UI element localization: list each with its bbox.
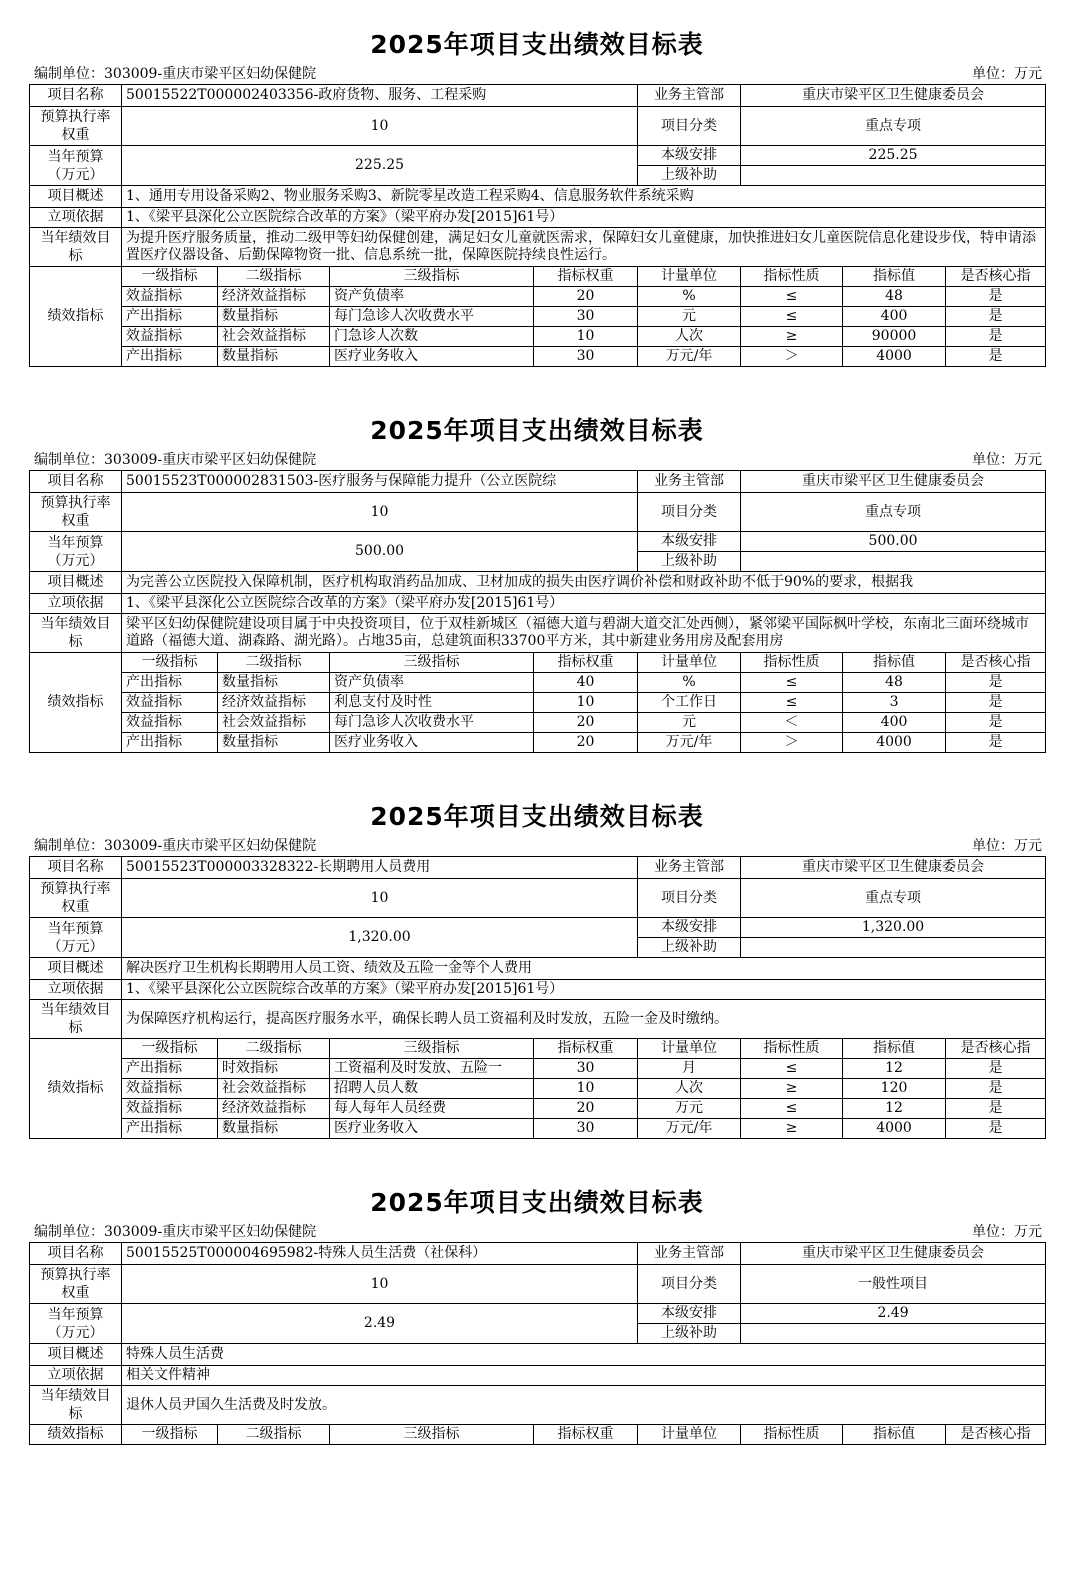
indicator-header: 指标值	[843, 267, 946, 287]
category-label: 项目分类	[638, 107, 741, 146]
overview-label: 项目概述	[30, 958, 122, 980]
indicator-header: 指标权重	[534, 267, 638, 287]
indicator-cell: 产出指标	[122, 1059, 218, 1079]
indicator-cell: 社会效益指标	[218, 713, 330, 733]
indicator-cell: 4000	[843, 733, 946, 753]
indicator-cell: 10	[534, 1079, 638, 1099]
indicator-cell: 是	[946, 713, 1046, 733]
indicator-cell: 数量指标	[218, 673, 330, 693]
indicator-cell: ≥	[741, 1119, 843, 1139]
indicator-header: 指标值	[843, 1425, 946, 1445]
category-value: 重点专项	[741, 493, 1046, 532]
category-value: 重点专项	[741, 879, 1046, 918]
indicators-label: 绩效指标	[30, 267, 122, 367]
upper-subsidy-label: 上级补助	[638, 552, 741, 572]
goal-label: 当年绩效目标	[30, 228, 122, 267]
indicator-cell: ≤	[741, 673, 843, 693]
indicator-cell: 每门急诊人次收费水平	[330, 307, 534, 327]
overview-value: 解决医疗卫生机构长期聘用人员工资、绩效及五险一金等个人费用	[122, 958, 1046, 980]
indicator-cell: 是	[946, 1079, 1046, 1099]
indicator-cell: 30	[534, 1119, 638, 1139]
org-label: 编制单位：	[34, 838, 104, 854]
budget-weight-value: 10	[122, 493, 638, 532]
indicator-header: 一级指标	[122, 267, 218, 287]
performance-table	[29, 1242, 1046, 1445]
indicator-header: 指标权重	[534, 653, 638, 673]
table-title: 2025年项目支出绩效目标表	[370, 416, 704, 445]
indicator-cell: 90000	[843, 327, 946, 347]
indicator-header: 三级指标	[330, 1425, 534, 1445]
indicator-cell: %	[638, 287, 741, 307]
indicator-cell: 30	[534, 1059, 638, 1079]
indicator-cell: 医疗业务收入	[330, 347, 534, 367]
indicator-header: 一级指标	[122, 653, 218, 673]
indicator-cell: 12	[843, 1059, 946, 1079]
indicator-cell: 社会效益指标	[218, 327, 330, 347]
indicator-row	[30, 327, 1046, 347]
indicator-cell: 经济效益指标	[218, 693, 330, 713]
indicator-cell: 是	[946, 287, 1046, 307]
indicator-cell: 是	[946, 1099, 1046, 1119]
indicator-cell: 月	[638, 1059, 741, 1079]
basis-label: 立项依据	[30, 208, 122, 228]
project-name-value: 50015523T000003328322-长期聘用人员费用	[122, 857, 638, 879]
indicator-cell: 医疗业务收入	[330, 1119, 534, 1139]
indicator-cell: 是	[946, 1119, 1046, 1139]
indicator-header: 是否核心指	[946, 1039, 1046, 1059]
indicator-cell: 元	[638, 713, 741, 733]
goal-value: 退休人员尹国久生活费及时发放。	[122, 1386, 1046, 1425]
indicator-cell: 30	[534, 347, 638, 367]
indicator-cell: 是	[946, 693, 1046, 713]
indicator-header: 二级指标	[218, 1039, 330, 1059]
indicator-cell: ≤	[741, 693, 843, 713]
indicator-row	[30, 733, 1046, 753]
indicator-cell: 万元/年	[638, 347, 741, 367]
performance-table-section	[28, 798, 1046, 1184]
indicator-cell: 经济效益指标	[218, 1099, 330, 1119]
local-arrangement-label: 本级安排	[638, 532, 741, 552]
indicator-cell: 万元/年	[638, 733, 741, 753]
indicator-header: 计量单位	[638, 1425, 741, 1445]
indicator-cell: 是	[946, 733, 1046, 753]
indicator-cell: 产出指标	[122, 673, 218, 693]
indicator-cell: 是	[946, 307, 1046, 327]
indicator-cell: 产出指标	[122, 347, 218, 367]
supervisor-value: 重庆市梁平区卫生健康委员会	[741, 857, 1046, 879]
indicator-row	[30, 693, 1046, 713]
indicator-cell: ＞	[741, 733, 843, 753]
annual-budget-label: 当年预算（万元）	[30, 1304, 122, 1344]
local-arrangement-label: 本级安排	[638, 918, 741, 938]
local-arrangement-label: 本级安排	[638, 1304, 741, 1324]
indicator-cell: ≤	[741, 287, 843, 307]
indicator-cell: 48	[843, 287, 946, 307]
basis-value: 1、《梁平县深化公立医院综合改革的方案》（梁平府办发[2015]61号）	[122, 980, 1046, 1000]
indicator-cell: 元	[638, 307, 741, 327]
goal-value: 梁平区妇幼保健院建设项目属于中央投资项目，位于双桂新城区（福德大道与碧湖大道交汇处西侧），紧邻梁平国际枫叶学校，东南北三面环绕城市道路（福德大道、湖森路、湖光路）。占地35亩，总建筑面积33700平方米，其中新建业务用房及配套用房	[122, 614, 1046, 653]
indicator-header: 计量单位	[638, 1039, 741, 1059]
overview-value: 1、通用专用设备采购2、物业服务采购3、新院零星改造工程采购4、信息服务软件系统采购	[122, 186, 1046, 208]
overview-label: 项目概述	[30, 572, 122, 594]
indicator-cell: 120	[843, 1079, 946, 1099]
indicator-cell: 3	[843, 693, 946, 713]
indicator-cell: ≤	[741, 1099, 843, 1119]
indicator-cell: 400	[843, 307, 946, 327]
basis-label: 立项依据	[30, 1366, 122, 1386]
indicator-cell: 4000	[843, 1119, 946, 1139]
meta-line	[28, 450, 1046, 470]
local-arrangement-label: 本级安排	[638, 146, 741, 166]
budget-weight-label: 预算执行率权重	[30, 879, 122, 918]
basis-value: 1、《梁平县深化公立医院综合改革的方案》（梁平府办发[2015]61号）	[122, 594, 1046, 614]
indicator-cell: 48	[843, 673, 946, 693]
indicator-cell: 万元	[638, 1099, 741, 1119]
project-name-label: 项目名称	[30, 85, 122, 107]
annual-budget-value: 2.49	[122, 1304, 638, 1344]
indicator-cell: 效益指标	[122, 713, 218, 733]
indicator-cell: 经济效益指标	[218, 287, 330, 307]
indicator-cell: 效益指标	[122, 1079, 218, 1099]
performance-table-section	[28, 1184, 1046, 1570]
indicator-cell: 4000	[843, 347, 946, 367]
meta-line	[28, 1222, 1046, 1242]
indicator-cell: ≥	[741, 1079, 843, 1099]
indicator-cell: 效益指标	[122, 1099, 218, 1119]
org-label: 编制单位：	[34, 452, 104, 468]
goal-label: 当年绩效目标	[30, 1000, 122, 1039]
indicator-row	[30, 1119, 1046, 1139]
indicator-header: 指标性质	[741, 653, 843, 673]
indicator-cell: 产出指标	[122, 1119, 218, 1139]
overview-label: 项目概述	[30, 186, 122, 208]
budget-weight-value: 10	[122, 879, 638, 918]
indicators-label: 绩效指标	[30, 1039, 122, 1139]
budget-weight-value: 10	[122, 107, 638, 146]
indicator-cell: 利息支付及时性	[330, 693, 534, 713]
indicator-row	[30, 1079, 1046, 1099]
local-arrangement-value: 225.25	[741, 146, 1046, 166]
performance-table	[29, 84, 1046, 367]
indicator-cell: 400	[843, 713, 946, 733]
table-title: 2025年项目支出绩效目标表	[370, 30, 704, 59]
indicator-cell: 40	[534, 673, 638, 693]
basis-label: 立项依据	[30, 594, 122, 614]
indicator-cell: ≥	[741, 327, 843, 347]
supervisor-value: 重庆市梁平区卫生健康委员会	[741, 471, 1046, 493]
basis-label: 立项依据	[30, 980, 122, 1000]
indicator-header: 指标权重	[534, 1039, 638, 1059]
goal-label: 当年绩效目标	[30, 1386, 122, 1425]
indicator-cell: 12	[843, 1099, 946, 1119]
indicators-label: 绩效指标	[30, 1425, 122, 1445]
indicator-cell: 数量指标	[218, 307, 330, 327]
indicator-header: 三级指标	[330, 653, 534, 673]
upper-subsidy-value	[741, 938, 1046, 958]
indicator-cell: 门急诊人次数	[330, 327, 534, 347]
indicator-cell: 万元/年	[638, 1119, 741, 1139]
indicator-cell: 是	[946, 1059, 1046, 1079]
table-title: 2025年项目支出绩效目标表	[370, 802, 704, 831]
indicator-header: 指标值	[843, 653, 946, 673]
performance-table-section	[28, 412, 1046, 798]
annual-budget-label: 当年预算（万元）	[30, 918, 122, 958]
indicator-row	[30, 713, 1046, 733]
indicator-cell: 时效指标	[218, 1059, 330, 1079]
org-name: 303009-重庆市梁平区妇幼保健院	[104, 838, 317, 854]
indicator-cell: 产出指标	[122, 733, 218, 753]
indicator-cell: ＞	[741, 347, 843, 367]
table-title: 2025年项目支出绩效目标表	[370, 1188, 704, 1217]
supervisor-label: 业务主管部	[638, 85, 741, 107]
upper-subsidy-label: 上级补助	[638, 166, 741, 186]
unit-label: 单位：万元	[972, 452, 1042, 468]
category-label: 项目分类	[638, 493, 741, 532]
indicator-row	[30, 673, 1046, 693]
indicator-cell: 20	[534, 287, 638, 307]
indicator-cell: 人次	[638, 1079, 741, 1099]
annual-budget-value: 500.00	[122, 532, 638, 572]
indicator-cell: 个工作日	[638, 693, 741, 713]
project-name-label: 项目名称	[30, 857, 122, 879]
local-arrangement-value: 1,320.00	[741, 918, 1046, 938]
budget-weight-label: 预算执行率权重	[30, 493, 122, 532]
supervisor-value: 重庆市梁平区卫生健康委员会	[741, 1243, 1046, 1265]
meta-line	[28, 836, 1046, 856]
performance-table	[29, 470, 1046, 753]
local-arrangement-value: 500.00	[741, 532, 1046, 552]
annual-budget-value: 225.25	[122, 146, 638, 186]
org-label: 编制单位：	[34, 1224, 104, 1240]
indicator-cell: ≤	[741, 307, 843, 327]
indicator-header: 指标性质	[741, 1039, 843, 1059]
upper-subsidy-value	[741, 1324, 1046, 1344]
indicator-cell: 是	[946, 327, 1046, 347]
indicator-cell: 是	[946, 347, 1046, 367]
indicator-cell: ≤	[741, 1059, 843, 1079]
indicator-header: 是否核心指	[946, 653, 1046, 673]
org-name: 303009-重庆市梁平区妇幼保健院	[104, 452, 317, 468]
category-value: 一般性项目	[741, 1265, 1046, 1304]
indicator-cell: 数量指标	[218, 1119, 330, 1139]
supervisor-label: 业务主管部	[638, 471, 741, 493]
indicator-cell: 20	[534, 733, 638, 753]
indicator-cell: 效益指标	[122, 327, 218, 347]
indicator-cell: 是	[946, 673, 1046, 693]
indicator-header: 指标性质	[741, 267, 843, 287]
budget-weight-value: 10	[122, 1265, 638, 1304]
meta-line	[28, 64, 1046, 84]
upper-subsidy-value	[741, 166, 1046, 186]
indicator-row	[30, 1059, 1046, 1079]
category-value: 重点专项	[741, 107, 1046, 146]
performance-table-section	[28, 26, 1046, 412]
category-label: 项目分类	[638, 879, 741, 918]
budget-weight-label: 预算执行率权重	[30, 1265, 122, 1304]
indicator-cell: %	[638, 673, 741, 693]
project-name-label: 项目名称	[30, 1243, 122, 1265]
unit-label: 单位：万元	[972, 838, 1042, 854]
indicator-cell: 资产负债率	[330, 287, 534, 307]
basis-value: 相关文件精神	[122, 1366, 1046, 1386]
indicator-cell: 每门急诊人次收费水平	[330, 713, 534, 733]
unit-label: 单位：万元	[972, 66, 1042, 82]
indicator-header: 指标值	[843, 1039, 946, 1059]
performance-table	[29, 856, 1046, 1139]
indicator-cell: 工资福利及时发放、五险一	[330, 1059, 534, 1079]
goal-value: 为保障医疗机构运行，提高医疗服务水平，确保长聘人员工资福利及时发放，五险一金及时缴纳。	[122, 1000, 1046, 1039]
indicator-cell: 20	[534, 713, 638, 733]
supervisor-label: 业务主管部	[638, 857, 741, 879]
indicator-header: 指标权重	[534, 1425, 638, 1445]
indicator-row	[30, 307, 1046, 327]
basis-value: 1、《梁平县深化公立医院综合改革的方案》（梁平府办发[2015]61号）	[122, 208, 1046, 228]
indicator-cell: 数量指标	[218, 347, 330, 367]
supervisor-label: 业务主管部	[638, 1243, 741, 1265]
indicator-cell: 人次	[638, 327, 741, 347]
unit-label: 单位：万元	[972, 1224, 1042, 1240]
indicator-header: 一级指标	[122, 1039, 218, 1059]
upper-subsidy-label: 上级补助	[638, 1324, 741, 1344]
project-name-value: 50015525T000004695982-特殊人员生活费（社保科）	[122, 1243, 638, 1265]
indicator-cell: 10	[534, 327, 638, 347]
indicator-header: 一级指标	[122, 1425, 218, 1445]
indicator-header: 二级指标	[218, 653, 330, 673]
upper-subsidy-label: 上级补助	[638, 938, 741, 958]
indicator-cell: ＜	[741, 713, 843, 733]
project-name-value: 50015523T000002831503-医疗服务与保障能力提升（公立医院综	[122, 471, 638, 493]
document	[28, 26, 1046, 1570]
indicator-header: 是否核心指	[946, 267, 1046, 287]
annual-budget-label: 当年预算（万元）	[30, 532, 122, 572]
indicator-cell: 资产负债率	[330, 673, 534, 693]
indicator-cell: 招聘人员人数	[330, 1079, 534, 1099]
indicator-header: 二级指标	[218, 267, 330, 287]
overview-value: 特殊人员生活费	[122, 1344, 1046, 1366]
project-name-label: 项目名称	[30, 471, 122, 493]
indicator-row	[30, 347, 1046, 367]
upper-subsidy-value	[741, 552, 1046, 572]
indicator-cell: 数量指标	[218, 733, 330, 753]
indicator-cell: 效益指标	[122, 693, 218, 713]
goal-value: 为提升医疗服务质量，推动二级甲等妇幼保健创建，满足妇女儿童就医需求，保障妇女儿童健康，加快推进妇女儿童医院信息化建设步伐，特申请添置医疗仪器设备、后勤保障物资一批、信息系统一批，保障医院持续良性运行。	[122, 228, 1046, 267]
indicator-cell: 社会效益指标	[218, 1079, 330, 1099]
indicator-cell: 30	[534, 307, 638, 327]
indicator-header: 三级指标	[330, 267, 534, 287]
overview-label: 项目概述	[30, 1344, 122, 1366]
indicator-header: 是否核心指	[946, 1425, 1046, 1445]
indicator-header: 二级指标	[218, 1425, 330, 1445]
indicator-header: 三级指标	[330, 1039, 534, 1059]
supervisor-value: 重庆市梁平区卫生健康委员会	[741, 85, 1046, 107]
budget-weight-label: 预算执行率权重	[30, 107, 122, 146]
indicator-cell: 产出指标	[122, 307, 218, 327]
org-name: 303009-重庆市梁平区妇幼保健院	[104, 66, 317, 82]
indicators-label: 绩效指标	[30, 653, 122, 753]
indicator-header: 指标性质	[741, 1425, 843, 1445]
indicator-header: 计量单位	[638, 653, 741, 673]
category-label: 项目分类	[638, 1265, 741, 1304]
local-arrangement-value: 2.49	[741, 1304, 1046, 1324]
indicator-cell: 20	[534, 1099, 638, 1119]
indicator-cell: 10	[534, 693, 638, 713]
indicator-row	[30, 287, 1046, 307]
goal-label: 当年绩效目标	[30, 614, 122, 653]
indicator-header: 计量单位	[638, 267, 741, 287]
org-name: 303009-重庆市梁平区妇幼保健院	[104, 1224, 317, 1240]
indicator-row	[30, 1099, 1046, 1119]
indicator-cell: 每人每年人员经费	[330, 1099, 534, 1119]
project-name-value: 50015522T000002403356-政府货物、服务、工程采购	[122, 85, 638, 107]
indicator-cell: 效益指标	[122, 287, 218, 307]
annual-budget-value: 1,320.00	[122, 918, 638, 958]
org-label: 编制单位：	[34, 66, 104, 82]
overview-value: 为完善公立医院投入保障机制，医疗机构取消药品加成、卫材加成的损失由医疗调价补偿和财政补助不低于90%的要求，根据我	[122, 572, 1046, 594]
annual-budget-label: 当年预算（万元）	[30, 146, 122, 186]
indicator-cell: 医疗业务收入	[330, 733, 534, 753]
